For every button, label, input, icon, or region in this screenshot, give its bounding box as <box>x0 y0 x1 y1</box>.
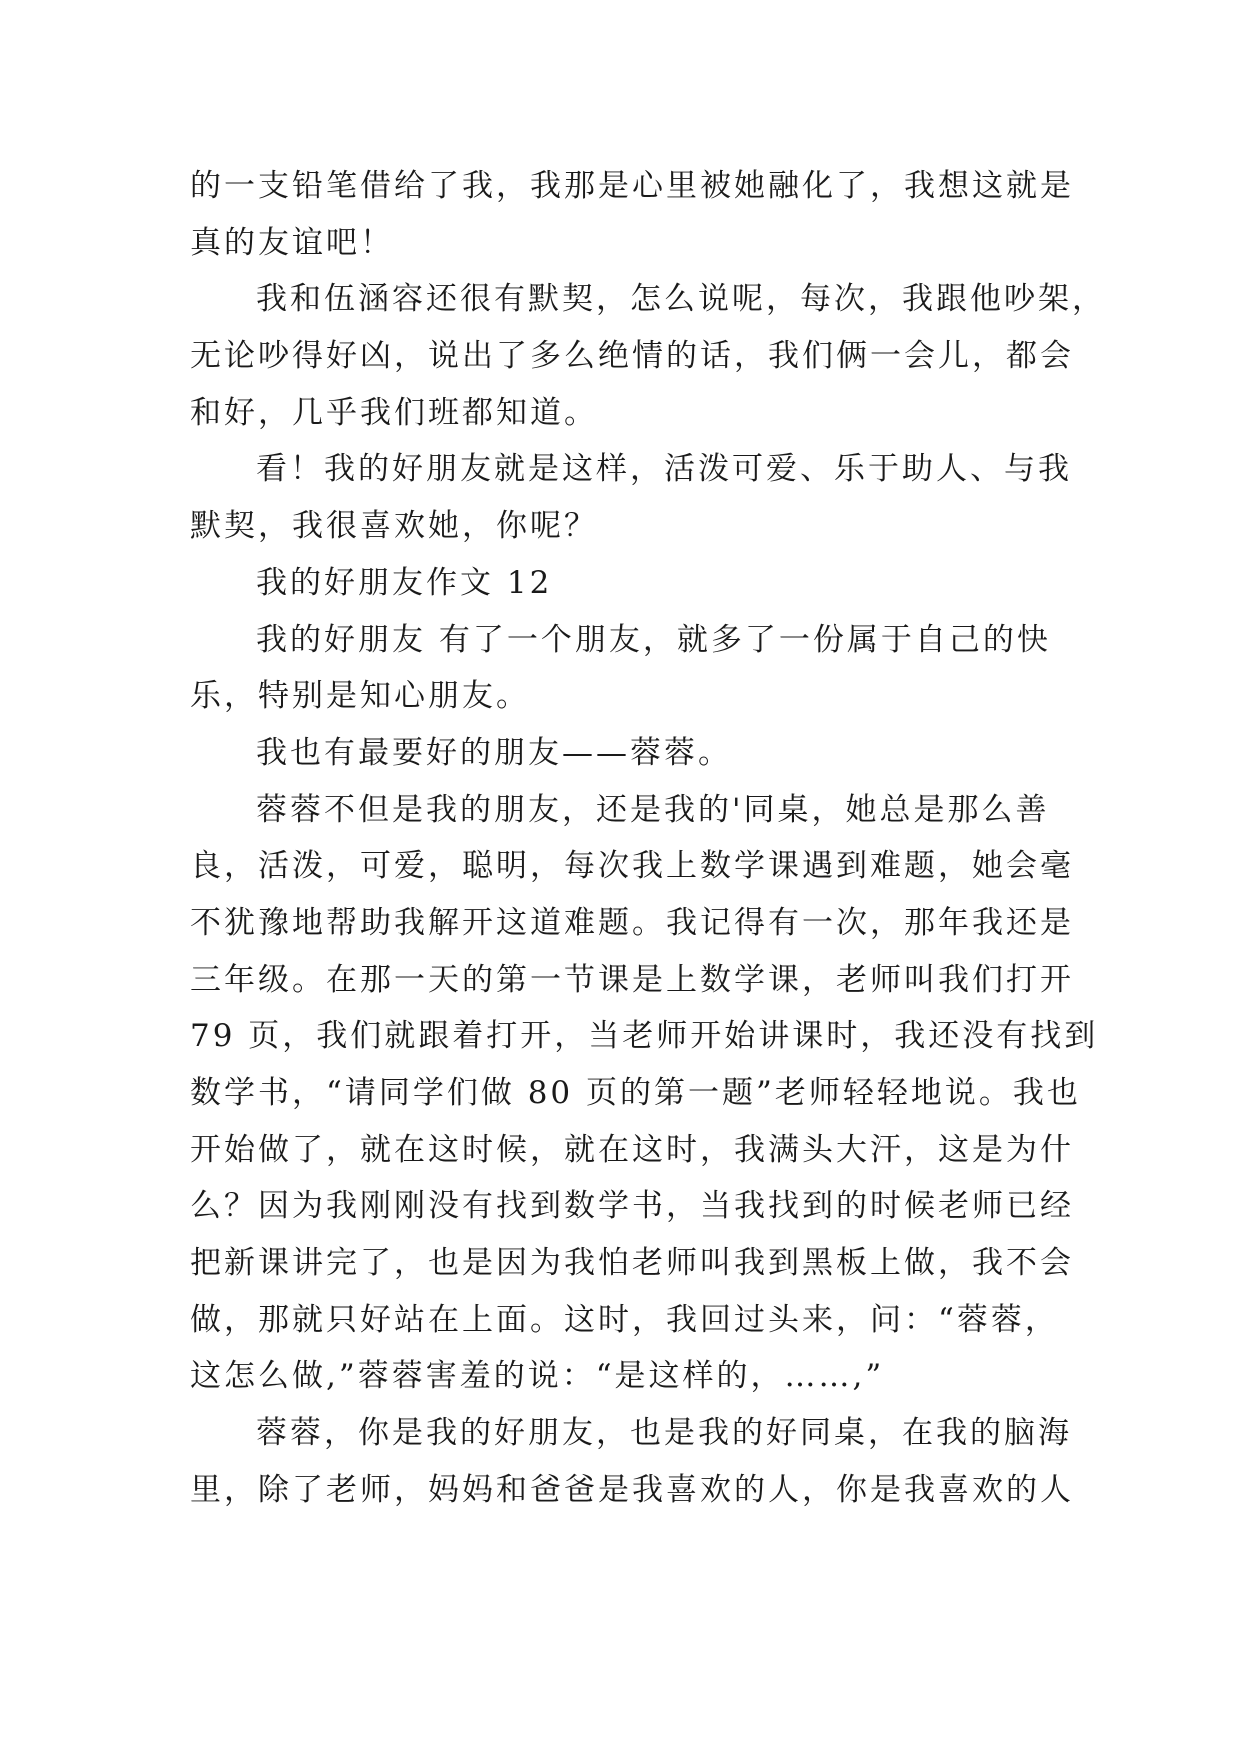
text-line: 么？因为我刚刚没有找到数学书，当我找到的时候老师已经 <box>190 1188 1074 1225</box>
paragraph-start-line: 我的好朋友 有了一个朋友，就多了一份属于自己的快 <box>256 621 1051 658</box>
text-line: 把新课讲完了，也是因为我怕老师叫我到黑板上做，我不会 <box>190 1245 1074 1282</box>
paragraph-start-line: 蓉蓉不但是我的朋友，还是我的'同桌，她总是那么善 <box>256 791 1050 828</box>
text-line: 无论吵得好凶，说出了多么绝情的话，我们俩一会儿，都会 <box>190 338 1074 375</box>
text-line: 数学书，“请同学们做 80 页的第一题”老师轻轻地说。我也 <box>190 1075 1081 1111</box>
text-line: 做，那就只好站在上面。这时，我回过头来，问：“蓉蓉， <box>190 1301 1059 1338</box>
text-line: 79 页，我们就跟着打开，当老师开始讲课时，我还没有找到 <box>190 1018 1099 1055</box>
text-line: 真的友谊吧！ <box>190 224 394 261</box>
text-line: 里，除了老师，妈妈和爸爸是我喜欢的人，你是我喜欢的人 <box>190 1471 1074 1508</box>
text-line: 三年级。在那一天的第一节课是上数学课，老师叫我们打开 <box>190 961 1074 998</box>
section-heading: 我的好朋友作文 12 <box>256 564 553 601</box>
paragraph-start-line: 蓉蓉，你是我的好朋友，也是我的好同桌，在我的脑海 <box>256 1415 1072 1452</box>
text-line: 良，活泼，可爱，聪明，每次我上数学课遇到难题，她会毫 <box>190 848 1074 885</box>
paragraph-start-line: 我和伍涵容还很有默契，怎么说呢，每次，我跟他吵架， <box>256 281 1106 318</box>
text-line: 这怎么做,”蓉蓉害羞的说：“是这样的，……,” <box>190 1358 885 1395</box>
paragraph-start-line: 看！我的好朋友就是这样，活泼可爱、乐于助人、与我 <box>256 451 1072 488</box>
text-line: 和好，几乎我们班都知道。 <box>190 394 598 431</box>
text-line: 乐，特别是知心朋友。 <box>190 678 530 715</box>
text-line: 的一支铅笔借给了我，我那是心里被她融化了，我想这就是 <box>190 168 1074 204</box>
text-line: 不犹豫地帮助我解开这道难题。我记得有一次，那年我还是 <box>190 904 1074 941</box>
text-line: 开始做了，就在这时候，就在这时，我满头大汗，这是为什 <box>190 1131 1074 1168</box>
paragraph-start-line: 我也有最要好的朋友——蓉蓉。 <box>256 734 732 771</box>
text-line: 默契，我很喜欢她，你呢？ <box>190 508 598 545</box>
essay-body <box>190 158 1106 1519</box>
